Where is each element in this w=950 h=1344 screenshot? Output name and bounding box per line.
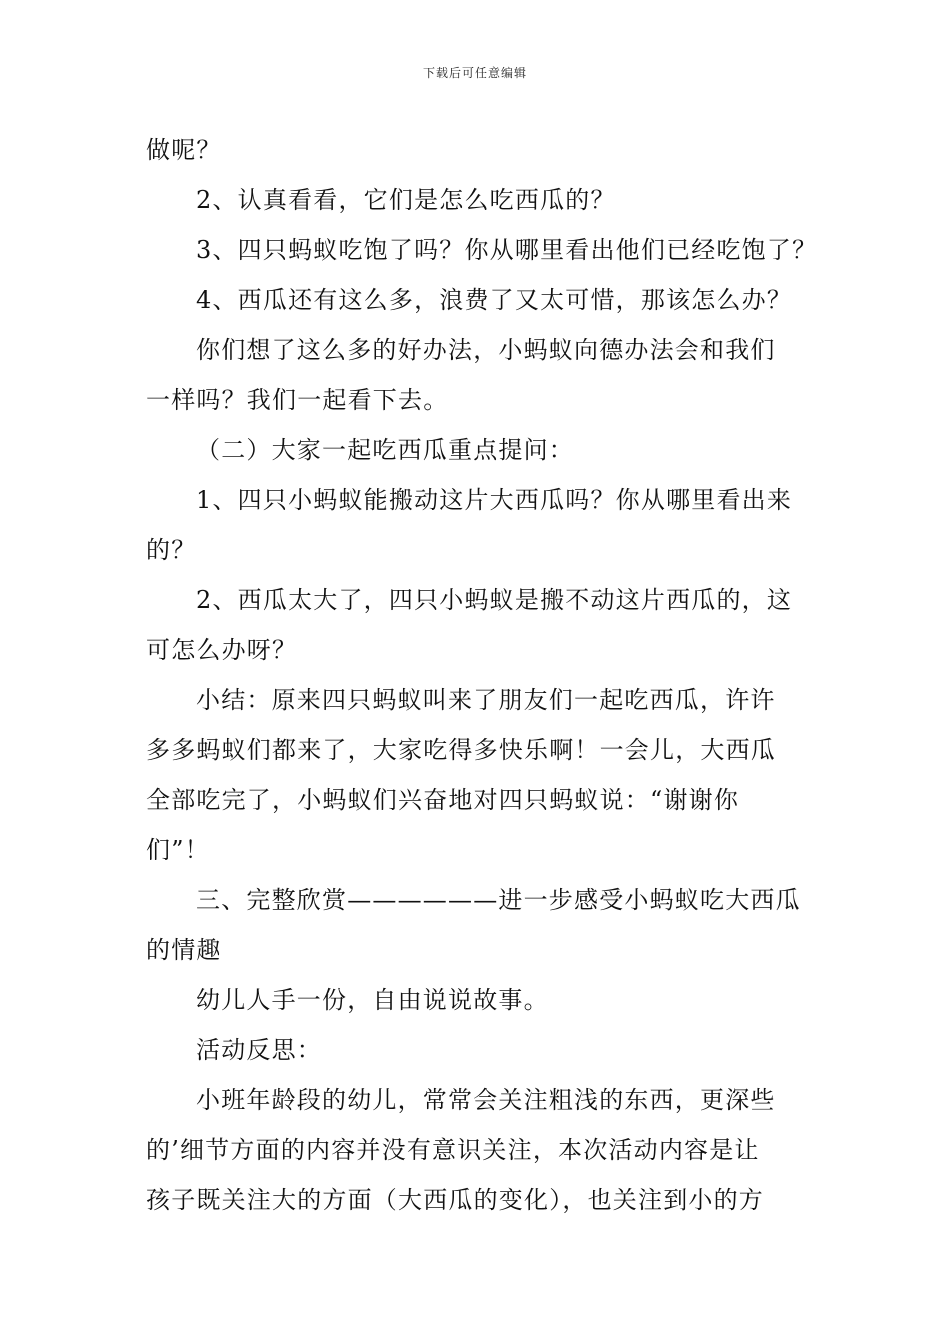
paragraph-line: 幼儿人手一份，自由说说故事。 bbox=[196, 986, 549, 1014]
paragraph-line: 4、西瓜还有这么多，浪费了又太可惜，那该怎么办？ bbox=[196, 286, 793, 314]
paragraph-line: 2、西瓜太大了，四只小蚂蚁是搬不动这片西瓜的，这 bbox=[196, 586, 793, 614]
section-heading: 活动反思： bbox=[196, 1036, 322, 1064]
paragraph-line: 你们想了这么多的好办法，小蚂蚁向德办法会和我们 bbox=[196, 336, 776, 364]
paragraph-line: 小结：原来四只蚂蚁叫来了朋友们一起吃西瓜，许许 bbox=[196, 686, 776, 714]
paragraph-line: 一样吗？我们一起看下去。 bbox=[146, 386, 449, 414]
section-heading: 三、完整欣赏——————进一步感受小蚂蚁吃大西瓜 bbox=[196, 886, 801, 914]
paragraph-line: 3、四只蚂蚁吃饱了吗？你从哪里看出他们已经吃饱了？ bbox=[196, 236, 818, 264]
paragraph-line: 2、认真看看，它们是怎么吃西瓜的？ bbox=[196, 186, 616, 214]
paragraph-line: 1、四只小蚂蚁能搬动这片大西瓜吗？你从哪里看出来 bbox=[196, 486, 793, 514]
paragraph-line: 多多蚂蚁们都来了，大家吃得多快乐啊！一会儿，大西瓜 bbox=[146, 736, 776, 764]
paragraph-line: 做呢？ bbox=[146, 136, 222, 164]
paragraph-line: 的情趣 bbox=[146, 936, 222, 964]
paragraph-line: 全部吃完了，小蚂蚁们兴奋地对四只蚂蚁说：“谢谢你 bbox=[146, 786, 740, 814]
paragraph-line: 孩子既关注大的方面（大西瓜的变化），也关注到小的方 bbox=[146, 1186, 764, 1214]
paragraph-line: 的？ bbox=[146, 536, 197, 564]
paragraph-line: 小班年龄段的幼儿，常常会关注粗浅的东西，更深些 bbox=[196, 1086, 776, 1114]
page-header: 下载后可任意编辑 bbox=[422, 66, 527, 80]
paragraph-line: 的’细节方面的内容并没有意识关注，本次活动内容是让 bbox=[146, 1136, 760, 1164]
section-heading: （二）大家一起吃西瓜重点提问： bbox=[196, 436, 574, 464]
paragraph-line: 们”！ bbox=[146, 836, 210, 864]
paragraph-line: 可怎么办呀？ bbox=[146, 636, 298, 664]
